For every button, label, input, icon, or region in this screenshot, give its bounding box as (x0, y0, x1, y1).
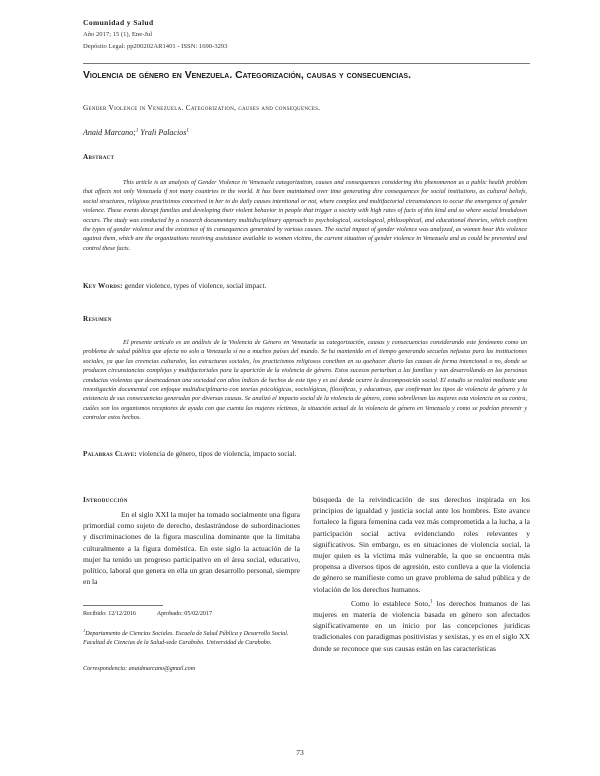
intro-heading: Introducción (83, 496, 128, 504)
author-second-affiliation: 1 (186, 128, 189, 134)
intro-paragraph-right-1: búsqueda de la reivindicación de sus derechos inspirada en los principios de igualdad y justicia social ante los hombres. Este avance fortalece la figura femenina cada vez más comprometida a la lucha, a la participación social activa evidenciando roles relevantes y significativos. Sin embargo, es en situaciones de violencia social, la mujer quien es la víctima más vulnerable, la que se encuentra más propensa a diversos tipos de agresión, esto conlleva a que la violencia de género se manifieste como un grave problema de salud pública y de violación de los derechos humanos. (313, 495, 530, 594)
affiliation-footnote (83, 627, 293, 648)
keywords-value: gender violence, types of violence, social impact. (122, 282, 267, 290)
submission-dates (83, 611, 212, 617)
author-second: Yrali Palacios (138, 128, 187, 137)
keywords-label: Key Words: (83, 282, 123, 290)
palabras-clave-value: violencia de género, tipos de violencia, impacto social. (136, 450, 297, 458)
intro-paragraph-right-2 (313, 598, 530, 654)
article-title: Violencia de género en Venezuela. Categorización, causas y consecuencias. (83, 70, 411, 81)
journal-name: Comunidad y Salud (83, 18, 154, 27)
author-first: Anaid Marcano; (83, 128, 136, 137)
intro-paragraph-left: En el siglo XXI la mujer ha tomado socialmente una figura primordial como sujeto de derecho, deslastrándose de subordinaciones y discriminaciones de la figura masculina dominante que la limitaba culturalmente a la figura doméstica. En este siglo la actuación de la mujer ha tenido un progreso participativo en el área social, educativo, político, laboral que genera en ella un gran desarrollo personal, siempre en la (83, 510, 300, 587)
article-subtitle: Gender Violence in Venezuela. Categorization, causes and consequences. (83, 104, 321, 112)
journal-issue: Año 2017; 15 (1), Ene-Jul (83, 31, 153, 38)
received-date: Recibido: 12/12/2016 (83, 611, 136, 617)
resumen-heading: Resumen (83, 315, 112, 323)
intro-paragraph-right-2-rest: los derechos humanos de las mujeres en materia de violencia basada en género son afectados significativamente en un inicio por las concepciones jurídicas tradicionales con paradigmas positivistas y sexistas, y es en el siglo XX donde se reconoce que sus causas están en las características (313, 598, 530, 653)
palabras-clave (83, 450, 296, 458)
citation-ref: 1 (430, 599, 433, 605)
abstract-text: This article is an analysis of Gender Violence in Venezuela categorization, causes and consequences considering this phenomenon as a public health problem that affects not only Venezuela if not many countries in the world. It has been maintained over time generating dire consequences for social institutions, as cultural beliefs, social structures, religious practisimos conceived in her to do daily causes intentional or not, where complex and multifactorial circumstances to occur the emergence of gender violence. These events disrupt families and developing their violent behavior in people that trigger a society with high rates of facts of this kind and so where social breakdown occurs. The study was conducted by a research documentary multidisciplinary approach to psychological, sociological, philosophical, and educational theories, which confirm the types of gender violence and the existence of its consequences generated by various causes. The social impact of gender violence was analyzed, as women bear this violence against them, which are the organizations receiving assistance available to women victims, the current situation of gender violence in Venezuela and as could be prevented and control these facts. (83, 179, 527, 252)
palabras-clave-label: Palabras Clave: (83, 450, 137, 458)
affiliation-text: Departamento de Ciencias Sociales. Escuela de Salud Pública y Desarrollo Social. Facultad de Ciencias de la Salud-sede Carabobo. Universidad de Carabobo. (83, 631, 289, 646)
footnote-divider (83, 605, 163, 606)
intro-paragraph-right-2-start: Como lo establece Soto, (351, 598, 431, 608)
page-number: 73 (296, 748, 304, 757)
header-divider (83, 63, 530, 64)
correspondence-email: Correspondencia: anaidmarcano@gmail.com (83, 666, 196, 672)
intro-right-column (313, 494, 530, 654)
intro-left-column (83, 509, 300, 587)
keywords (83, 282, 266, 290)
affiliation-marker: 1 (83, 627, 86, 633)
author-list (83, 128, 189, 137)
journal-deposit: Depósito Legal: pp200202AR1401 - ISSN: 1690-3293 (83, 43, 228, 50)
abstract-heading: Abstract (83, 153, 115, 161)
approved-date: Aprobado: 05/02/2017 (156, 611, 213, 617)
author-first-affiliation: 1 (135, 128, 139, 134)
resumen-text: El presente artículo es un análisis de la Violencia de Género en Venezuela su categorización, causas y consecuencias considerando este fenómeno como un problema de salud pública que afecta no solo a Venezuela sí no a muchos países del mundo. Se ha mantenido en el tiempo generando secuelas nefastas para las instituciones sociales, ya que las creencias culturales, las estructuras sociales, los practicismos religiosos conciben en su quehacer diario las causas de forma intencional o no, donde se producen circunstancias complejas y multifactoriales para la aparición de la violencia de género. Estos sucesos perturban a las familias y van desarrollando en las personas conductas violentas que desencadenan una sociedad con altos índices de hechos de este tipo y es así donde ocurre la descomposición social. El estudio se realizó mediante una investigación documental con enfoque multidisciplinario con teorías psicológicas, sociológicas, filosóficas, y educativas, que confirman los tipos de violencia de género y la existencia de sus consecuencias generadas por diversas causas. Se analizó el impacto social de la violencia de género, como sobrellevan las mujeres esta violencia en su contra, cuáles son los organismos receptores de ayuda con que cuenta las mujeres víctimas, la situación actual de la violencia de género en Venezuela y como se podrían prevenir y controlar estos hechos. (83, 339, 527, 422)
